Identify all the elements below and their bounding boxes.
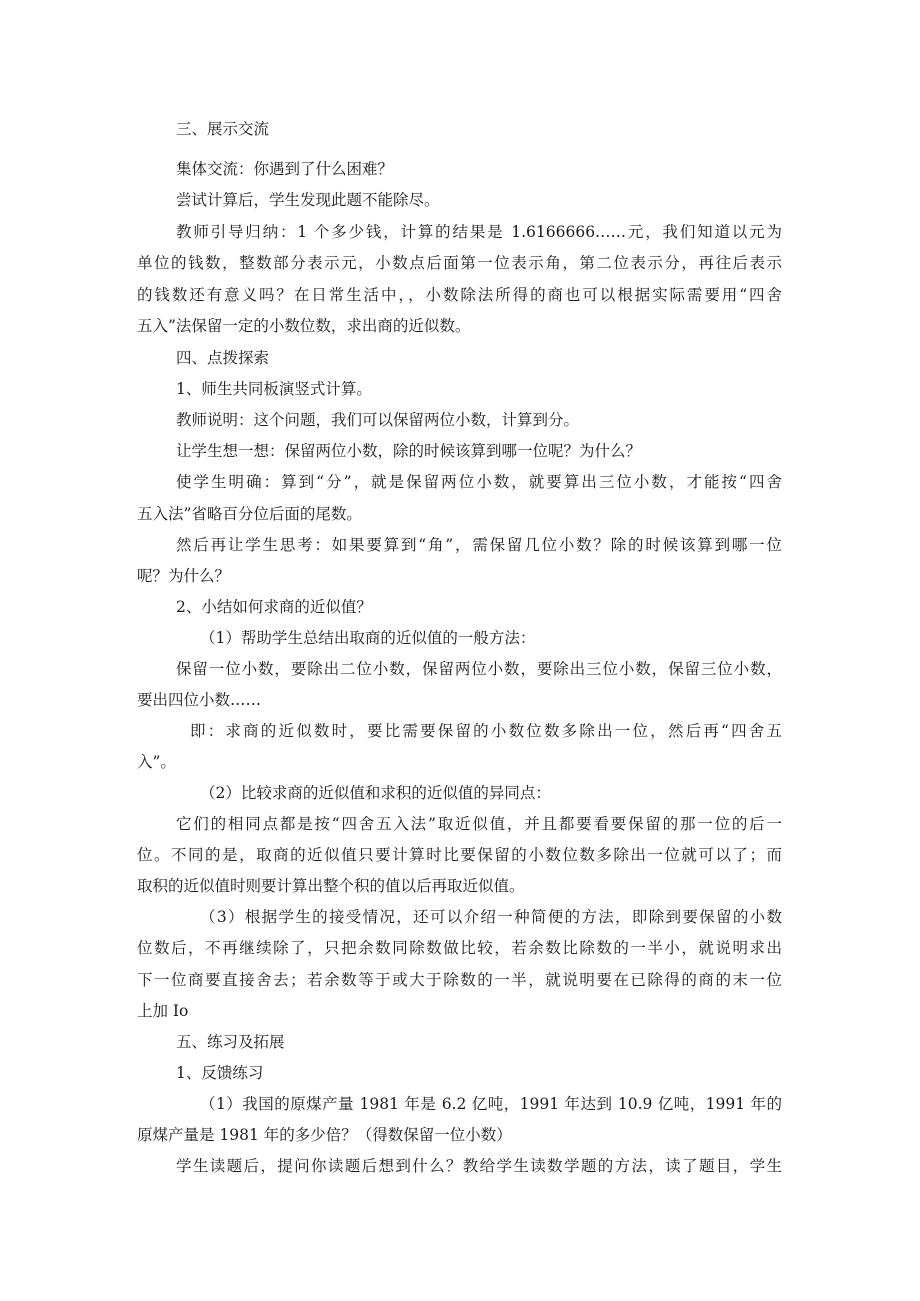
paragraph-line: 它们的相同点都是按“四舍五入法”取近似值，并且都要看要保留的那一位的后一: [176, 815, 782, 833]
paragraph-line: 的钱数还有意义吗？在日常生活中，，小数除法所得的商也可以根据实际需要用“四舍: [137, 286, 782, 304]
paragraph-line: 使学生明确：算到“分”，就是保留两位小数，就要算出三位小数，才能按“四舍: [176, 473, 782, 491]
paragraph-line: 五入法”省略百分位后面的尾数。: [137, 505, 362, 523]
paragraph-line: （1）我国的原煤产量 1981 年是 6.2 亿吨，1991 年达到 10.9 亿吨，1991 年的: [200, 1095, 782, 1113]
paragraph-line: 呢？为什么？: [137, 567, 231, 585]
paragraph-line: 位数后，不再继续除了，只把余数同除数做比较，若余数比除数的一半小，就说明求出: [137, 939, 782, 957]
paragraph-line: 上加 Io: [137, 1002, 189, 1020]
paragraph-line: 然后再让学生思考：如果要算到“角”，需保留几位小数？除的时候该算到哪一位: [176, 536, 782, 554]
paragraph-line: 学生读题后，提问你读题后想到什么？教给学生读数学题的方法，读了题目，学生: [176, 1157, 782, 1175]
subsection-heading: 1、反馈练习: [176, 1064, 264, 1082]
paragraph-line: 入”。: [137, 753, 176, 771]
paragraph-line: 要出四位小数……: [137, 691, 262, 709]
paragraph-line: 位。不同的是，取商的近似值只要计算时比要保留的小数位数多除出一位就可以了；而: [137, 846, 782, 864]
paragraph-line: 教师引导归纳：1 个多少钱，计算的结果是 1.6166666……元，我们知道以元为: [176, 223, 782, 241]
paragraph-line: （1）帮助学生总结出取商的近似值的一般方法：: [200, 629, 536, 647]
section-heading-4: 四、点拨探索: [176, 349, 270, 367]
paragraph-line: 集体交流：你遇到了什么困难？: [176, 160, 394, 178]
paragraph-line: 下一位商要直接舍去；若余数等于或大于除数的一半，就说明要在已除得的商的末一位: [137, 971, 782, 989]
section-heading-3: 三、展示交流: [176, 120, 270, 138]
paragraph-line: 保留一位小数，要除出二位小数，保留两位小数，要除出三位小数，保留三位小数，: [176, 660, 782, 678]
paragraph-line: 五入”法保留一定的小数位数，求出商的近似数。: [137, 317, 471, 335]
paragraph-line: 让学生想一想：保留两位小数，除的时候该算到哪一位呢？为什么？: [176, 442, 642, 460]
section-heading-5: 五、练习及拓展: [176, 1033, 285, 1051]
paragraph-line: 单位的钱数，整数部分表示元，小数点后面第一位表示角，第二位表示分，再往后表示: [137, 254, 782, 272]
paragraph-line: 教师说明：这个问题，我们可以保留两位小数，计算到分。: [176, 411, 580, 429]
paragraph-line: 取积的近似值时则要计算出整个积的值以后再取近似值。: [137, 877, 525, 895]
paragraph-line: 原煤产量是 1981 年的多少倍？（得数保留一位小数）: [137, 1126, 512, 1144]
subsection-heading: 2、小结如何求商的近似值？: [176, 598, 372, 616]
paragraph-line: 即：求商的近似数时，要比需要保留的小数位数多除出一位，然后再“四舍五: [190, 722, 782, 740]
paragraph-line: 1、师生共同板演竖式计算。: [176, 380, 372, 398]
paragraph-line: （2）比较求商的近似值和求积的近似值的异同点：: [200, 784, 551, 802]
paragraph-line: （3）根据学生的接受情况，还可以介绍一种简便的方法，即除到要保留的小数: [200, 908, 782, 926]
paragraph-line: 尝试计算后，学生发现此题不能除尽。: [176, 191, 440, 209]
